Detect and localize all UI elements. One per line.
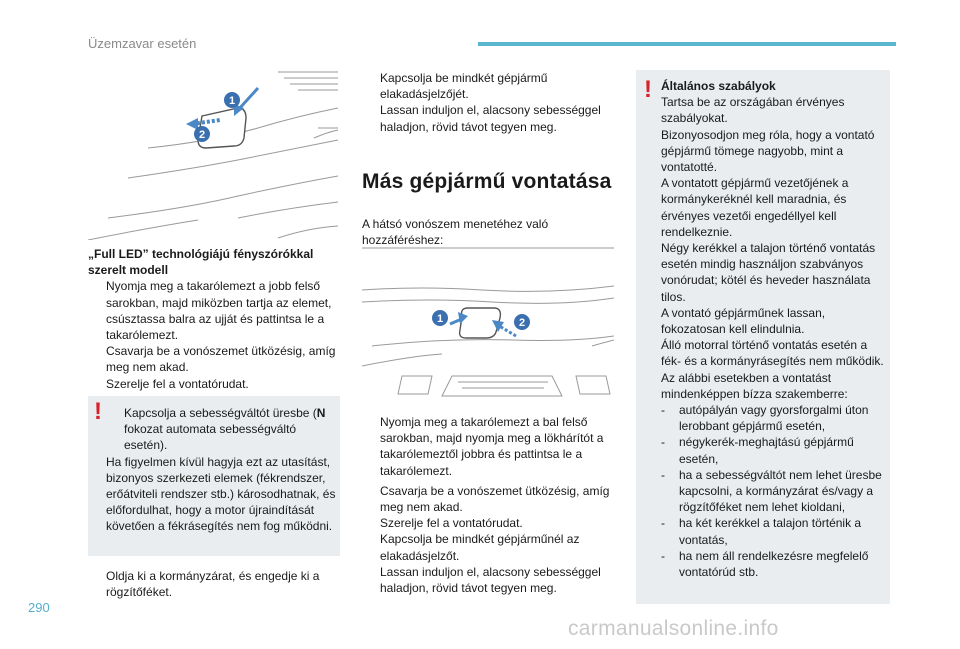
case-item-3: - ha a sebességváltót nem lehet üresbe kapcsolni, a kormányzárat és/vagy a rögzítőféket nem lehet kioldani,: [661, 467, 882, 515]
warning-step: Kapcsolja a sebességváltót üresbe (N fokozat automata sebességváltó esetén).: [124, 406, 326, 453]
middle-intro: A hátsó vonószem menetéhez való hozzáféréshez:: [362, 217, 549, 248]
middle-step-4: Kapcsolja be mindkét gépjárműnél az elakadásjelzőt.: [380, 532, 580, 563]
middle-steps: [362, 414, 612, 596]
svg-text:1: 1: [228, 95, 236, 107]
rear-bumper-illustration: [362, 246, 614, 406]
middle-step-1: Nyomja meg a takarólemezt a bal felső sarokban, majd nyomja meg a lökhárítót a takarólemeztől jobbra és pattintsa le a takarólemezt.: [380, 415, 604, 478]
middle-step-3: Szerelje fel a vontatórudat.: [380, 516, 523, 531]
page-number: 290: [28, 600, 50, 615]
middle-step-2: Csavarja be a vonószemet ütközésig, amíg meg nem akad.: [380, 483, 610, 515]
svg-text:2: 2: [518, 317, 526, 329]
middle-top-steps: [362, 70, 612, 135]
general-rules-title: Általános szabályok: [661, 79, 776, 93]
rule-paragraph: Bizonyosodjon meg róla, hogy a vontató gépjármű tömege nagyobb, mint a vontatotté.: [661, 127, 875, 175]
rule-paragraph: Négy kerékkel a talajon történő vontatás esetén mindig használjon szabványos vonórudat; kötél és heveder használata tilos.: [661, 241, 876, 304]
warning-icon: !: [644, 76, 652, 103]
svg-text:2: 2: [198, 129, 206, 141]
towing-other-vehicle-title: Más gépjármű vontatása: [362, 170, 612, 193]
left-step-2: Csavarja be a vonószemet ütközésig, amíg meg nem akad.: [106, 344, 336, 375]
front-bumper-illustration: [88, 68, 340, 240]
case-item-1: - autópályán vagy gyorsforgalmi úton lerobbant gépjármű esetén,: [661, 403, 869, 434]
left-column: [88, 246, 340, 392]
rule-paragraph: A vontató gépjárműnek lassan, fokozatosan kell elindulnia.: [661, 305, 826, 337]
left-warning-text: [106, 405, 336, 535]
header-accent-bar: [478, 42, 896, 46]
full-led-heading: „Full LED” technológiájú fényszórókkal szerelt modell: [88, 247, 314, 278]
left-step-3: Szerelje fel a vontatórudat.: [106, 376, 249, 391]
left-step-1: Nyomja meg a takarólemezt a jobb felső sarokban, majd miközben tartja az elemet, csúsztassa balra az ujját és pattintsa le a takarólemezt.: [106, 279, 332, 343]
rule-paragraph: Tartsa be az országában érvényes szabályokat.: [661, 95, 845, 126]
rule-paragraph: Az alábbi esetekben a vontatást mindenképpen bízza szakemberre:: [661, 370, 848, 401]
rule-paragraph: Álló motorral történő vontatás esetén a fék- és a kormányrásegítés nem működik.: [661, 338, 884, 369]
section-header: Üzemzavar esetén: [88, 36, 197, 51]
warning-paragraph: Ha figyelmen kívül hagyja ezt az utasítást, bizonyos szerkezeti elemek (fékrendszer, erőátviteli rendszer stb.) károsodhatnak, és előfordulhat, hogy a motor újraindítását követően a fékrásegítés nem fog működni.: [106, 454, 336, 534]
rule-paragraph: A vontatott gépjármű vezetőjének a kormánykeréknél kell maradnia, és érvényes vezetői engedéllyel kell rendelkeznie.: [661, 176, 849, 239]
middle-top-step-2: Lassan induljon el, alacsony sebességgel haladjon, rövid távot tegyen meg.: [380, 103, 601, 134]
left-last-step-wrap: [88, 568, 340, 600]
middle-step-5: Lassan induljon el, alacsony sebességgel haladjon, rövid távot tegyen meg.: [380, 564, 601, 596]
case-item-2: - négykerék-meghajtású gépjármű esetén,: [661, 435, 854, 466]
svg-text:1: 1: [436, 313, 444, 325]
left-last-step: Oldja ki a kormányzárat, és engedje ki a rögzítőféket.: [106, 569, 320, 600]
middle-top-step-1: Kapcsolja be mindkét gépjármű elakadásjelzőjét.: [380, 71, 548, 102]
warning-icon: !: [94, 398, 102, 425]
case-item-4: - ha két kerékkel a talajon történik a vontatás,: [661, 516, 862, 547]
case-item-5: - ha nem áll rendelkezésre megfelelő vontatórúd stb.: [661, 548, 869, 580]
watermark: carmanualsonline.info: [568, 617, 779, 640]
general-rules-text: [661, 78, 885, 580]
